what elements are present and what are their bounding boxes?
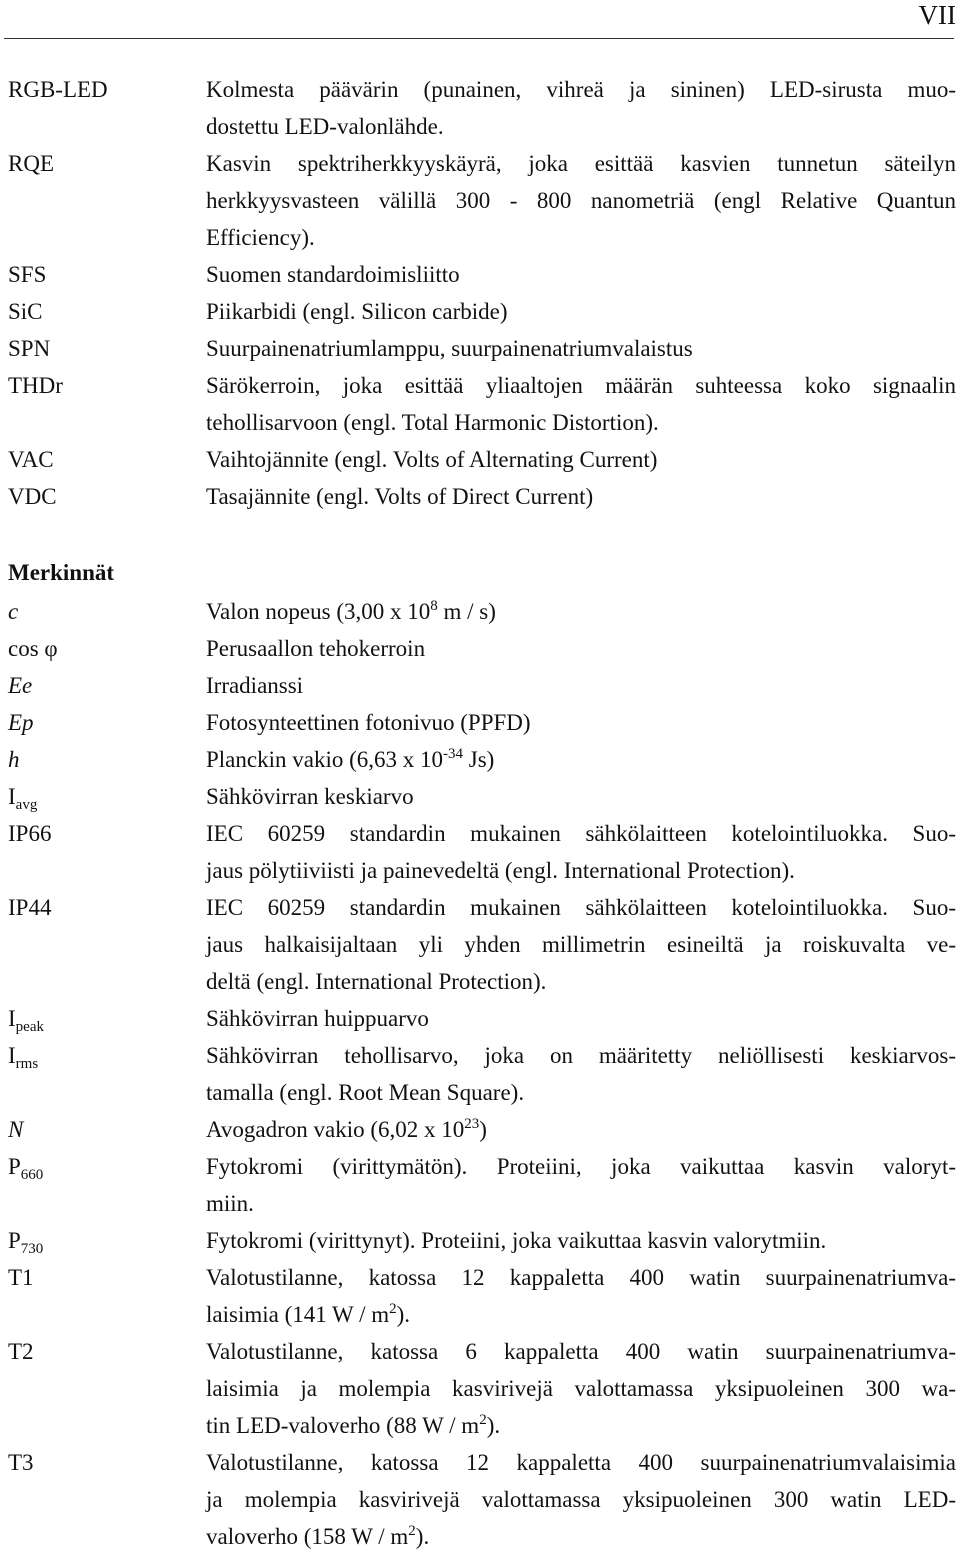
symbol-term: Ee (8, 673, 33, 698)
definition-text: ). (396, 1302, 411, 1327)
symbol-term: c (8, 599, 19, 624)
symbol-definition (206, 704, 956, 741)
symbol-entry (8, 815, 956, 889)
definition-line: Tasajännite (engl. Volts of Direct Current) (206, 484, 594, 509)
abbreviation-entry (8, 293, 956, 330)
superscript: 2 (479, 1412, 487, 1428)
definition-line: Suomen standardoimisliitto (206, 262, 460, 287)
definition-line: Sähkövirran keskiarvo (206, 784, 414, 809)
abbreviation-list (8, 71, 956, 515)
abbreviation-entry (8, 256, 956, 293)
symbol-term: T2 (8, 1339, 34, 1364)
symbol-entry (8, 630, 956, 667)
symbol-definition (206, 1111, 956, 1148)
definition-line: jaus halkaisijaltaan yli yhden millimetrin esineiltä ja roiskuvalta ve- (206, 932, 956, 957)
subscript: avg (15, 797, 38, 813)
symbol-term (8, 1148, 206, 1185)
abbreviation-entry (8, 478, 956, 515)
definition-line: tehollisarvoon (engl. Total Harmonic Distortion). (206, 410, 659, 435)
superscript: 2 (408, 1523, 416, 1539)
definition-line: Valotustilanne, katossa 12 kappaletta 400 suurpainenatriumvalaisimia (206, 1450, 956, 1475)
definition-line: miin. (206, 1191, 254, 1216)
symbol-entry (8, 667, 956, 704)
definition-line: Kolmesta päävärin (punainen, vihreä ja sininen) LED-sirusta muo- (206, 77, 956, 102)
abbreviation-term: VDC (8, 484, 57, 509)
symbol-entry (8, 778, 956, 815)
definition-line (206, 1407, 956, 1444)
symbol-term (8, 778, 206, 815)
symbol-entry (8, 889, 956, 1000)
definition-line: Fytokromi (virittymätön). Proteiini, joka vaikuttaa kasvin valoryt- (206, 1154, 956, 1179)
symbol-base: I (8, 1006, 16, 1031)
header-rule (4, 38, 954, 39)
definition-line: Särökerroin, joka esittää yliaaltojen määrän suhteessa koko signaalin (206, 373, 956, 398)
symbol-definition (206, 1259, 956, 1333)
abbreviation-definition (206, 441, 956, 478)
definition-line: Sähkövirran tehollisarvo, joka on määritetty neliöllisesti keskiarvos- (206, 1043, 956, 1068)
abbreviation-definition (206, 330, 956, 367)
superscript: 23 (464, 1116, 480, 1132)
page-number: VII (918, 0, 956, 30)
definition-text: ). (486, 1413, 501, 1438)
definition-line: tamalla (engl. Root Mean Square). (206, 1080, 525, 1105)
definition-line: IEC 60259 standardin mukainen sähkölaitteen kotelointiluokka. Suo- (206, 821, 956, 846)
symbol-list (8, 593, 956, 1555)
section-heading-merkinnat: Merkinnät (8, 560, 115, 585)
symbol-term (8, 1000, 206, 1037)
definition-line: Valotustilanne, katossa 6 kappaletta 400 watin suurpainenatriumva- (206, 1339, 956, 1364)
symbol-definition (206, 815, 956, 889)
abbreviation-entry (8, 71, 956, 145)
symbol-term (8, 1037, 206, 1074)
abbreviation-term: SPN (8, 336, 51, 361)
symbol-definition (206, 1333, 956, 1444)
definition-line: Piikarbidi (engl. Silicon carbide) (206, 299, 508, 324)
definition-line: Suurpainenatriumlamppu, suurpainenatriumvalaistus (206, 336, 693, 361)
abbreviation-term: SiC (8, 299, 43, 324)
symbol-entry (8, 704, 956, 741)
definition-line: IEC 60259 standardin mukainen sähkölaitteen kotelointiluokka. Suo- (206, 895, 956, 920)
symbol-term: N (8, 1117, 24, 1142)
symbol-term: Ep (8, 710, 34, 735)
symbol-definition (206, 667, 956, 704)
definition-line (206, 1296, 956, 1333)
symbol-definition (206, 741, 956, 778)
abbreviation-term: THDr (8, 373, 63, 398)
symbol-entry (8, 1444, 956, 1555)
symbol-term: IP66 (8, 821, 52, 846)
definition-text: valoverho (158 W / m (206, 1524, 409, 1549)
definition-line: Valotustilanne, katossa 12 kappaletta 400 watin suurpainenatriumva- (206, 1265, 956, 1290)
symbol-entry (8, 1148, 956, 1222)
symbol-definition (206, 1444, 956, 1555)
definition-line: dostettu LED-valonlähde. (206, 114, 444, 139)
symbol-definition (206, 1037, 956, 1111)
definition-text: ) (479, 1117, 487, 1142)
symbol-base: P (8, 1154, 21, 1179)
definition-line: Vaihtojännite (engl. Volts of Alternating Current) (206, 447, 658, 472)
abbreviation-term: RGB-LED (8, 77, 108, 102)
symbol-definition (206, 1148, 956, 1222)
symbol-definition (206, 1222, 956, 1259)
symbol-term (8, 1222, 206, 1259)
symbol-term: cos φ (8, 636, 58, 661)
definition-line: Efficiency). (206, 225, 315, 250)
definition-text: Planckin vakio (6,63 x 10 (206, 747, 443, 772)
symbol-definition (206, 593, 956, 630)
definition-line: Perusaallon tehokerroin (206, 636, 426, 661)
definition-line: Kasvin spektriherkkyyskäyrä, joka esittää kasvien tunnetun säteilyn (206, 151, 956, 176)
definition-line (206, 1518, 956, 1555)
definition-line: Irradianssi (206, 673, 304, 698)
abbreviation-definition (206, 293, 956, 330)
symbol-base: I (8, 1043, 16, 1068)
abbreviation-term: SFS (8, 262, 47, 287)
definition-line: ja molempia kasvirivejä valottamassa yksipuoleinen 300 watin LED- (206, 1487, 956, 1512)
abbreviation-entry (8, 367, 956, 441)
definition-text: tin LED-valoverho (88 W / m (206, 1413, 480, 1438)
definition-line: herkkyysvasteen välillä 300 - 800 nanometriä (engl Relative Quantun (206, 188, 956, 213)
definition-text: Js) (463, 747, 495, 772)
symbol-definition (206, 1000, 956, 1037)
superscript: -34 (443, 746, 463, 762)
definition-line: Fotosynteettinen fotonivuo (PPFD) (206, 710, 531, 735)
definition-text: laisimia (141 W / m (206, 1302, 390, 1327)
symbol-term: T3 (8, 1450, 34, 1475)
symbol-term: h (8, 747, 20, 772)
definition-line: laisimia ja molempia kasvirivejä valottamassa yksipuoleinen 300 wa- (206, 1376, 956, 1401)
symbol-term: IP44 (8, 895, 52, 920)
symbol-entry (8, 741, 956, 778)
abbreviation-definition (206, 145, 956, 256)
symbol-entry (8, 1333, 956, 1444)
abbreviation-term: VAC (8, 447, 54, 472)
symbol-entry (8, 1259, 956, 1333)
abbreviation-definition (206, 71, 956, 145)
symbol-entry (8, 593, 956, 630)
definition-line (206, 741, 956, 778)
symbol-definition (206, 630, 956, 667)
abbreviation-entry (8, 441, 956, 478)
definition-text: Valon nopeus (3,00 x 10 (206, 599, 431, 624)
abbreviation-term: RQE (8, 151, 54, 176)
abbreviation-definition (206, 478, 956, 515)
symbol-base: I (8, 784, 16, 809)
definition-line (206, 1111, 956, 1148)
abbreviation-definition (206, 256, 956, 293)
subscript: peak (15, 1019, 44, 1035)
symbol-base: P (8, 1228, 21, 1253)
symbol-entry (8, 1222, 956, 1259)
abbreviation-definition (206, 367, 956, 441)
definition-line (206, 593, 956, 630)
symbol-definition (206, 778, 956, 815)
abbreviation-entry (8, 330, 956, 367)
symbol-entry (8, 1111, 956, 1148)
symbol-term: T1 (8, 1265, 34, 1290)
definition-line: jaus pölytiiviisti ja painevedeltä (engl. International Protection). (206, 858, 795, 883)
subscript: rms (15, 1056, 39, 1072)
definition-line: deltä (engl. International Protection). (206, 969, 547, 994)
symbol-entry (8, 1000, 956, 1037)
definition-line: Fytokromi (virittynyt). Proteiini, joka vaikuttaa kasvin valorytmiin. (206, 1228, 827, 1253)
definition-text: ). (415, 1524, 430, 1549)
subscript: 660 (20, 1167, 44, 1183)
symbol-definition (206, 889, 956, 1000)
superscript: 8 (430, 598, 438, 614)
subscript: 730 (20, 1241, 44, 1257)
superscript: 2 (389, 1301, 397, 1317)
symbol-entry (8, 1037, 956, 1111)
abbreviation-entry (8, 145, 956, 256)
definition-text: Avogadron vakio (6,02 x 10 (206, 1117, 465, 1142)
definition-line: Sähkövirran huippuarvo (206, 1006, 429, 1031)
definition-text: m / s) (437, 599, 496, 624)
